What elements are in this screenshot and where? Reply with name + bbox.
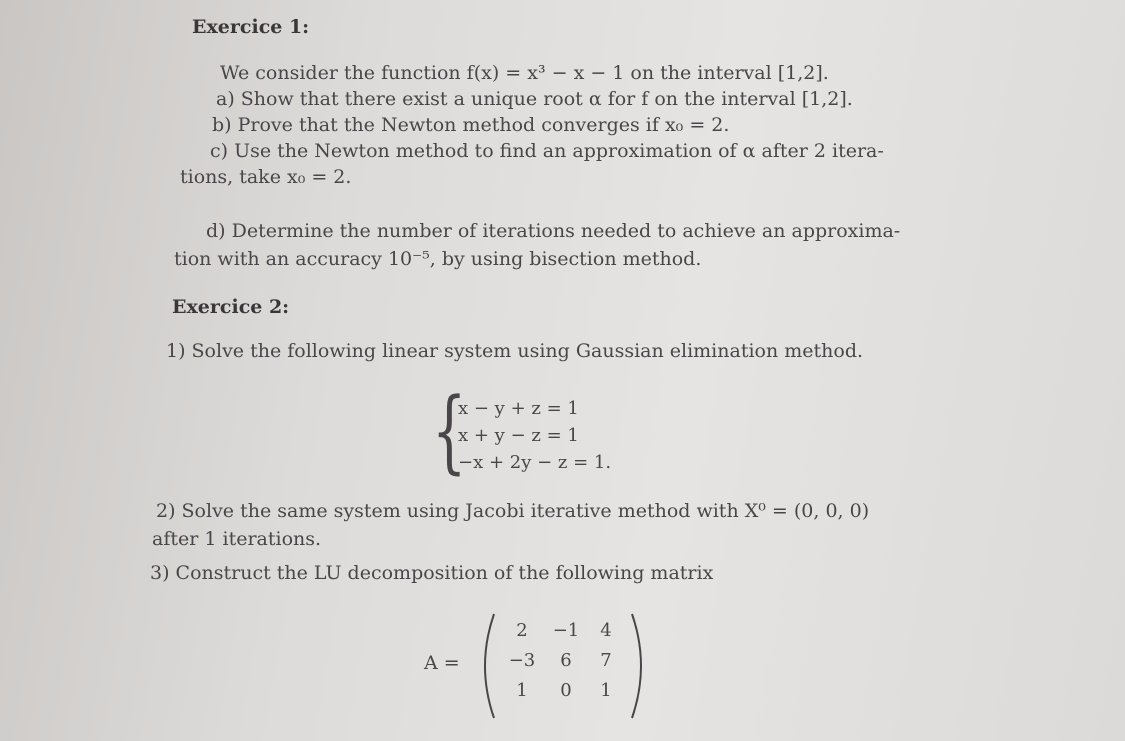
exercise-1-title: Exercice 1:	[192, 16, 310, 38]
matrix-a	[424, 612, 664, 722]
question-1d-line2: tion with an accuracy 10⁻⁵, by using bisection method.	[174, 248, 702, 270]
system-brace: {	[432, 379, 467, 484]
matrix-cell: 2	[516, 620, 528, 641]
system-equation-3: −x + 2y − z = 1.	[458, 452, 612, 473]
matrix-cell: 0	[560, 680, 572, 701]
matrix-cell: 1	[600, 680, 612, 701]
exercise-2-title: Exercice 2:	[172, 296, 290, 318]
left-parenthesis	[474, 612, 496, 720]
question-1a: a) Show that there exist a unique root α for f on the interval [1,2].	[216, 88, 853, 110]
question-2-1: 1) Solve the following linear system using Gaussian elimination method.	[166, 340, 864, 362]
matrix-cell: 4	[600, 620, 612, 641]
system-equation-1: x − y + z = 1	[458, 398, 579, 419]
exercise-1-intro: We consider the function f(x) = x³ − x − 1 on the interval [1,2].	[220, 62, 829, 84]
matrix-cell: 7	[600, 650, 612, 671]
matrix-label: A =	[424, 652, 460, 674]
question-1c-line2: tions, take x₀ = 2.	[180, 166, 352, 188]
system-equation-2: x + y − z = 1	[458, 425, 579, 446]
matrix-cell: 1	[516, 680, 528, 701]
question-2-2-line2: after 1 iterations.	[152, 528, 322, 550]
matrix-cell: −3	[508, 650, 536, 671]
matrix-cell: −1	[552, 620, 580, 641]
matrix-cell: 6	[560, 650, 572, 671]
question-1b: b) Prove that the Newton method converges if x₀ = 2.	[212, 114, 730, 136]
right-parenthesis	[630, 612, 652, 720]
question-1d-line1: d) Determine the number of iterations needed to achieve an approxima-	[206, 220, 901, 242]
question-2-3: 3) Construct the LU decomposition of the following matrix	[150, 562, 714, 584]
question-2-2-line1: 2) Solve the same system using Jacobi iterative method with X⁰ = (0, 0, 0)	[156, 500, 870, 522]
question-1c-line1: c) Use the Newton method to find an approximation of α after 2 itera-	[210, 140, 884, 162]
